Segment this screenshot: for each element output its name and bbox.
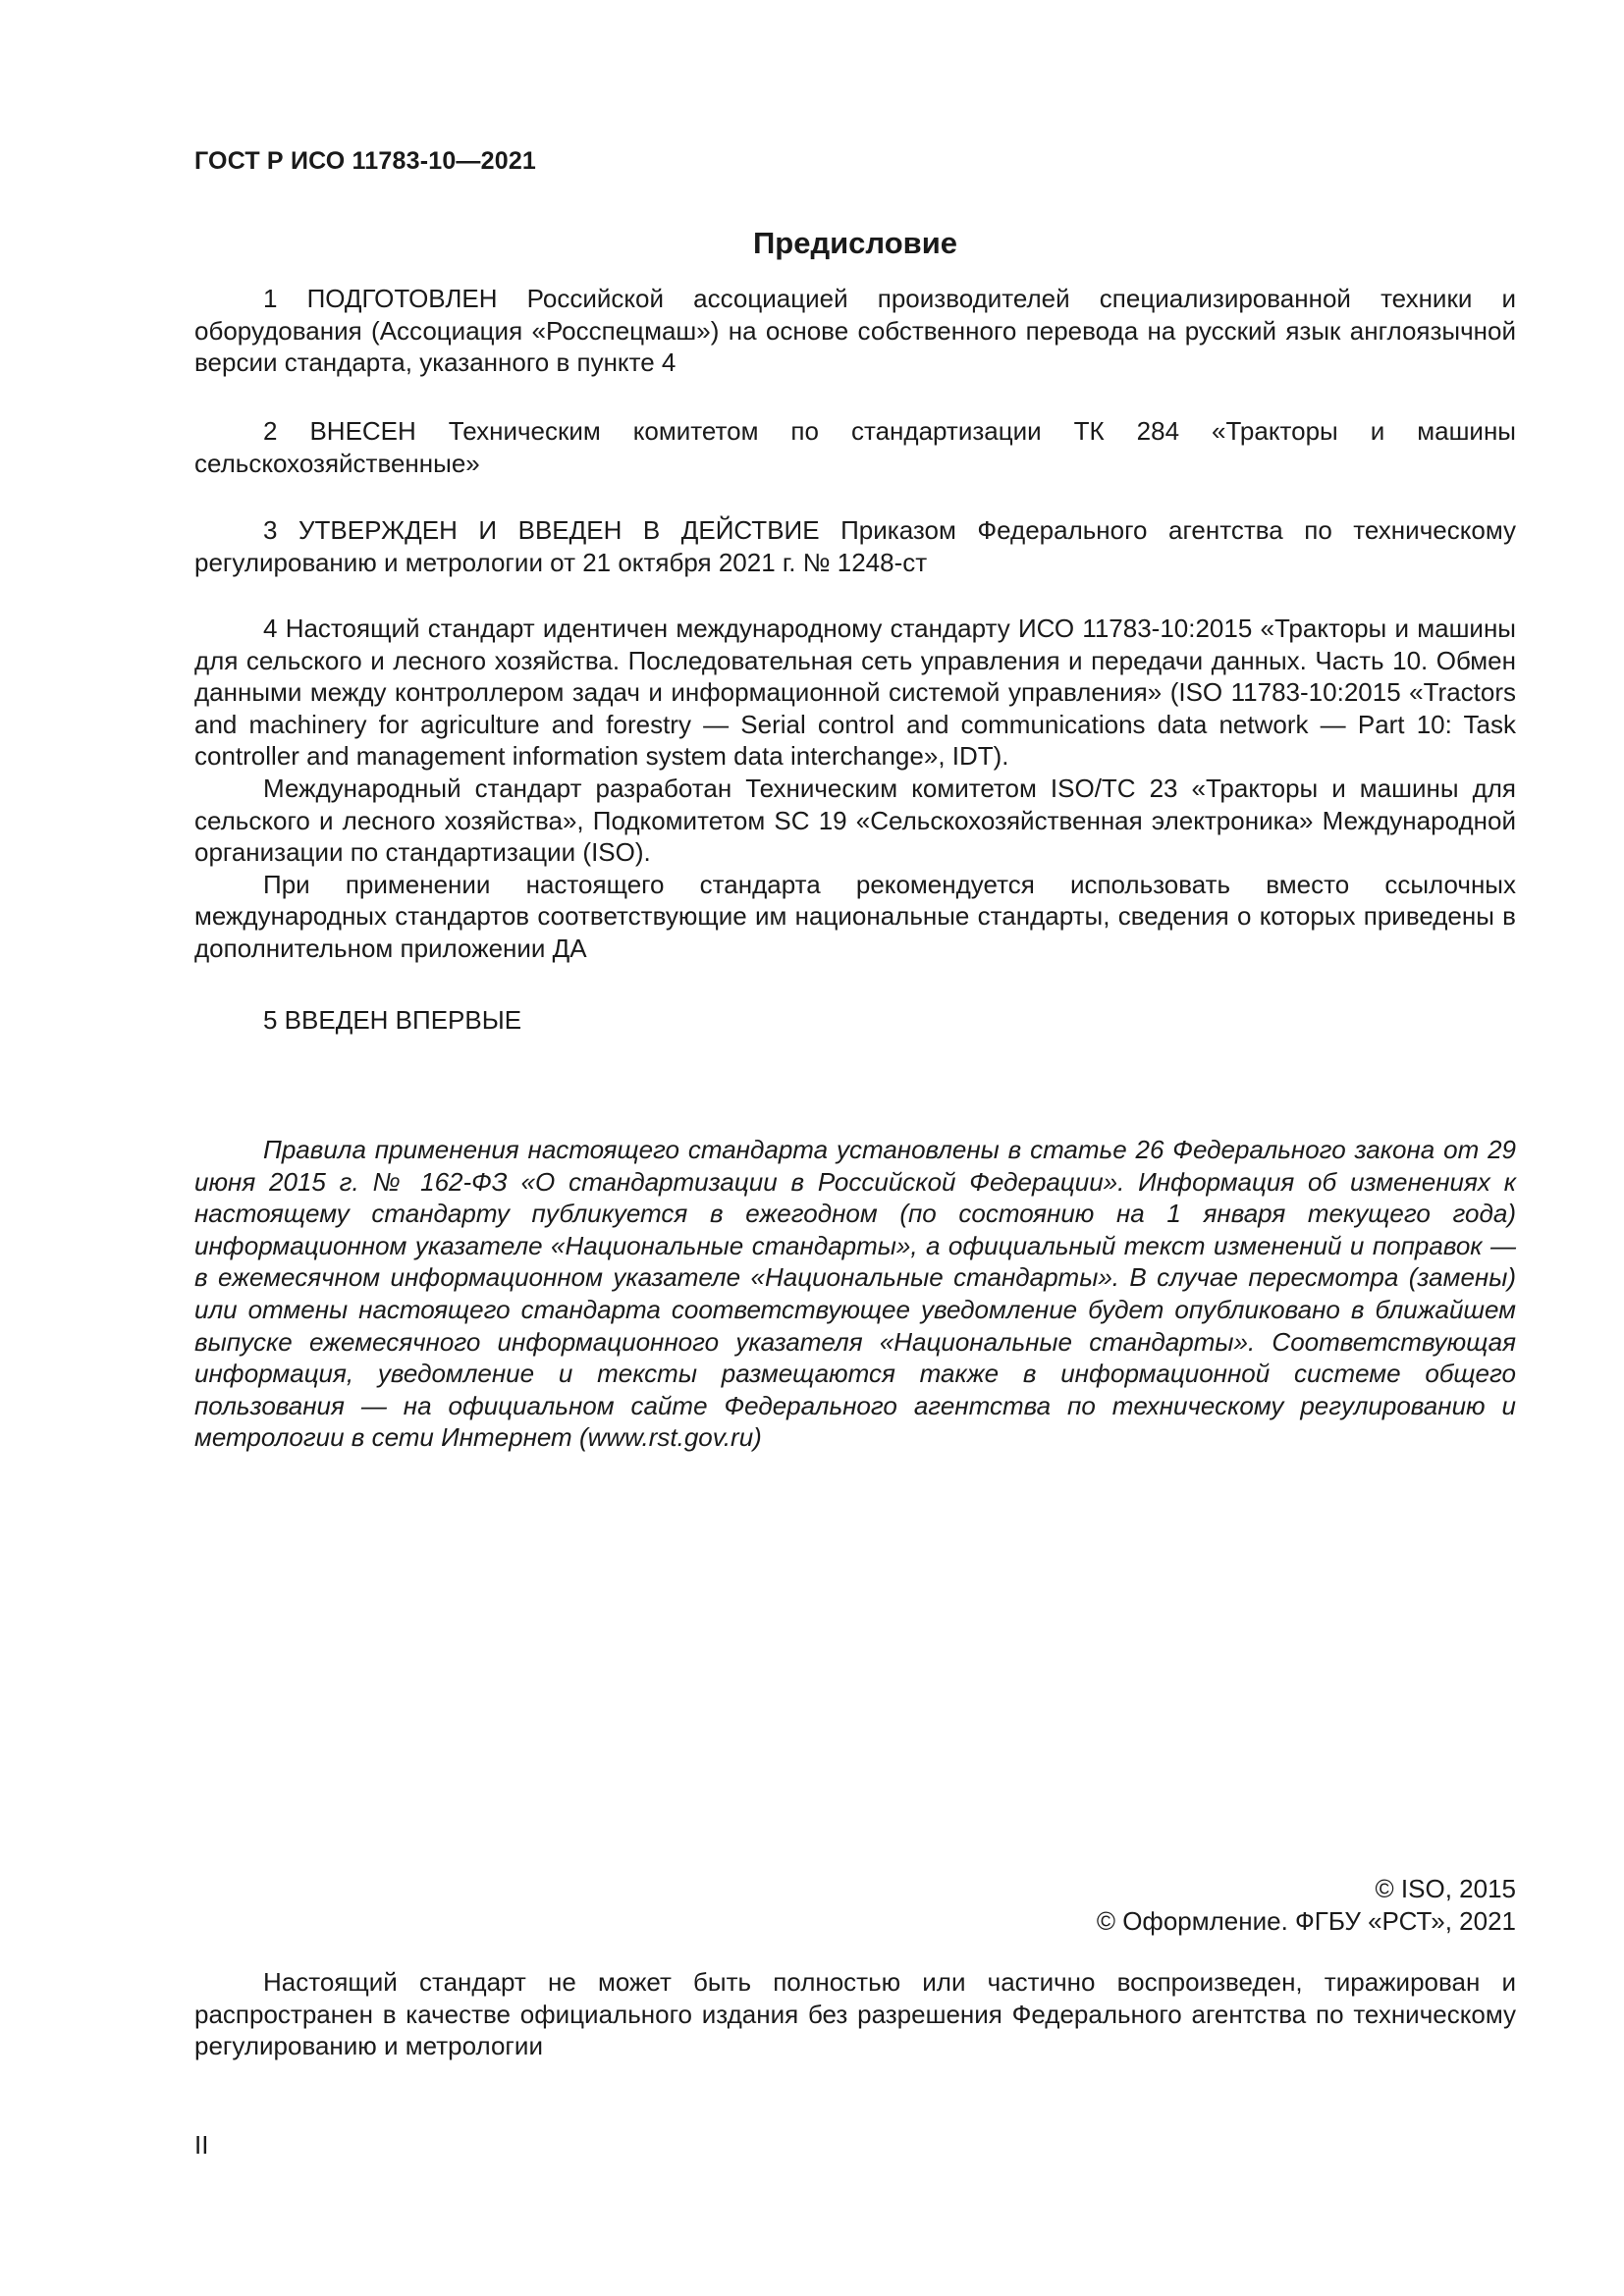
paragraph: При применении настоящего стандарта рекомендуется использовать вместо ссылочных международных стандартов соответствующие им национальные стандарты, сведения о которых приведены в дополнительном приложении ДА bbox=[194, 869, 1516, 963]
paragraph: 1 ПОДГОТОВЛЕН Российской ассоциацией производителей специализированной техники и оборудования (Ассоциация «Росспецмаш») на основе собственного перевода на русский язык англоязычной версии стандарта, указанного в пункте 4 bbox=[194, 284, 1516, 378]
copyright-iso: © ISO, 2015 bbox=[1375, 1874, 1516, 1903]
paragraph: 5 ВВЕДЕН ВПЕРВЫЕ bbox=[263, 1005, 522, 1035]
copyright-rst: © Оформление. ФГБУ «РСТ», 2021 bbox=[1096, 1905, 1516, 1936]
foreword-item-2 bbox=[194, 415, 1516, 479]
page-number: II bbox=[194, 2130, 209, 2160]
page-title: Предисловие bbox=[752, 226, 957, 260]
paragraph: Международный стандарт разработан Техническим комитетом ISO/TC 23 «Тракторы и машины для сельского и лесного хозяйства», Подкомитетом SC 19 «Сельскохозяйственная электроника» Международной организации по стандартизации (ISO). bbox=[194, 773, 1516, 868]
foreword-item-1 bbox=[194, 283, 1516, 379]
standard-code: ГОСТ Р ИСО 11783-10—2021 bbox=[194, 147, 537, 175]
reproduction-notice bbox=[194, 1966, 1516, 2062]
paragraph: Настоящий стандарт не может быть полностью или частично воспроизведен, тиражирован и распространен в качестве официального издания без разрешения Федерального агентства по техническому регулированию и метрологии bbox=[194, 1967, 1516, 2061]
paragraph: 4 Настоящий стандарт идентичен международному стандарту ИСО 11783-10:2015 «Тракторы и машины для сельского и лесного хозяйства. Последовательная сеть управления и передачи данных. Часть 10. Обмен данными между контроллером задач и информационной системой управления» (ISO 11783-10:2015 «Tractors and machinery for agriculture and forestry — Serial control and communications data network — Part 10: Task controller and management information system data interchange», IDT). bbox=[194, 614, 1516, 772]
notice-paragraph: Правила применения настоящего стандарта установлены в статье 26 Федерального закона от 29 июня 2015 г. № 162-ФЗ «О стандартизации в Российской Федерации». Информация об изменениях к настоящему стандарту публикуется в ежегодном (по состоянию на 1 января текущего года) информационном указателе «Национальные стандарты», а официальный текст изменений и поправок — в ежемесячном информационном указателе «Национальные стандарты». В случае пересмотра (замены) или отмены настоящего стандарта соответствующее уведомление будет опубликовано в ближайшем выпуске ежемесячного информационного указателя «Национальные стандарты». Соответствующая информация, уведомление и тексты размещаются также в информационной системе общего пользования — на официальном сайте Федерального агентства по техническому регулированию и метрологии в сети Интернет (www.rst.gov.ru) bbox=[194, 1135, 1516, 1453]
foreword-item-5 bbox=[194, 1004, 1516, 1037]
foreword-item-4 bbox=[194, 613, 1516, 965]
paragraph: 2 ВНЕСЕН Техническим комитетом по стандартизации ТК 284 «Тракторы и машины сельскохозяйственные» bbox=[194, 416, 1516, 478]
document-page bbox=[194, 0, 1516, 2296]
paragraph: 3 УТВЕРЖДЕН И ВВЕДЕН В ДЕЙСТВИЕ Приказом Федерального агентства по техническому регулированию и метрологии от 21 октября 2021 г. № 1248-ст bbox=[194, 515, 1516, 577]
copyright-block bbox=[1097, 1873, 1516, 1937]
application-notice bbox=[194, 1134, 1516, 1454]
foreword-item-3 bbox=[194, 514, 1516, 578]
